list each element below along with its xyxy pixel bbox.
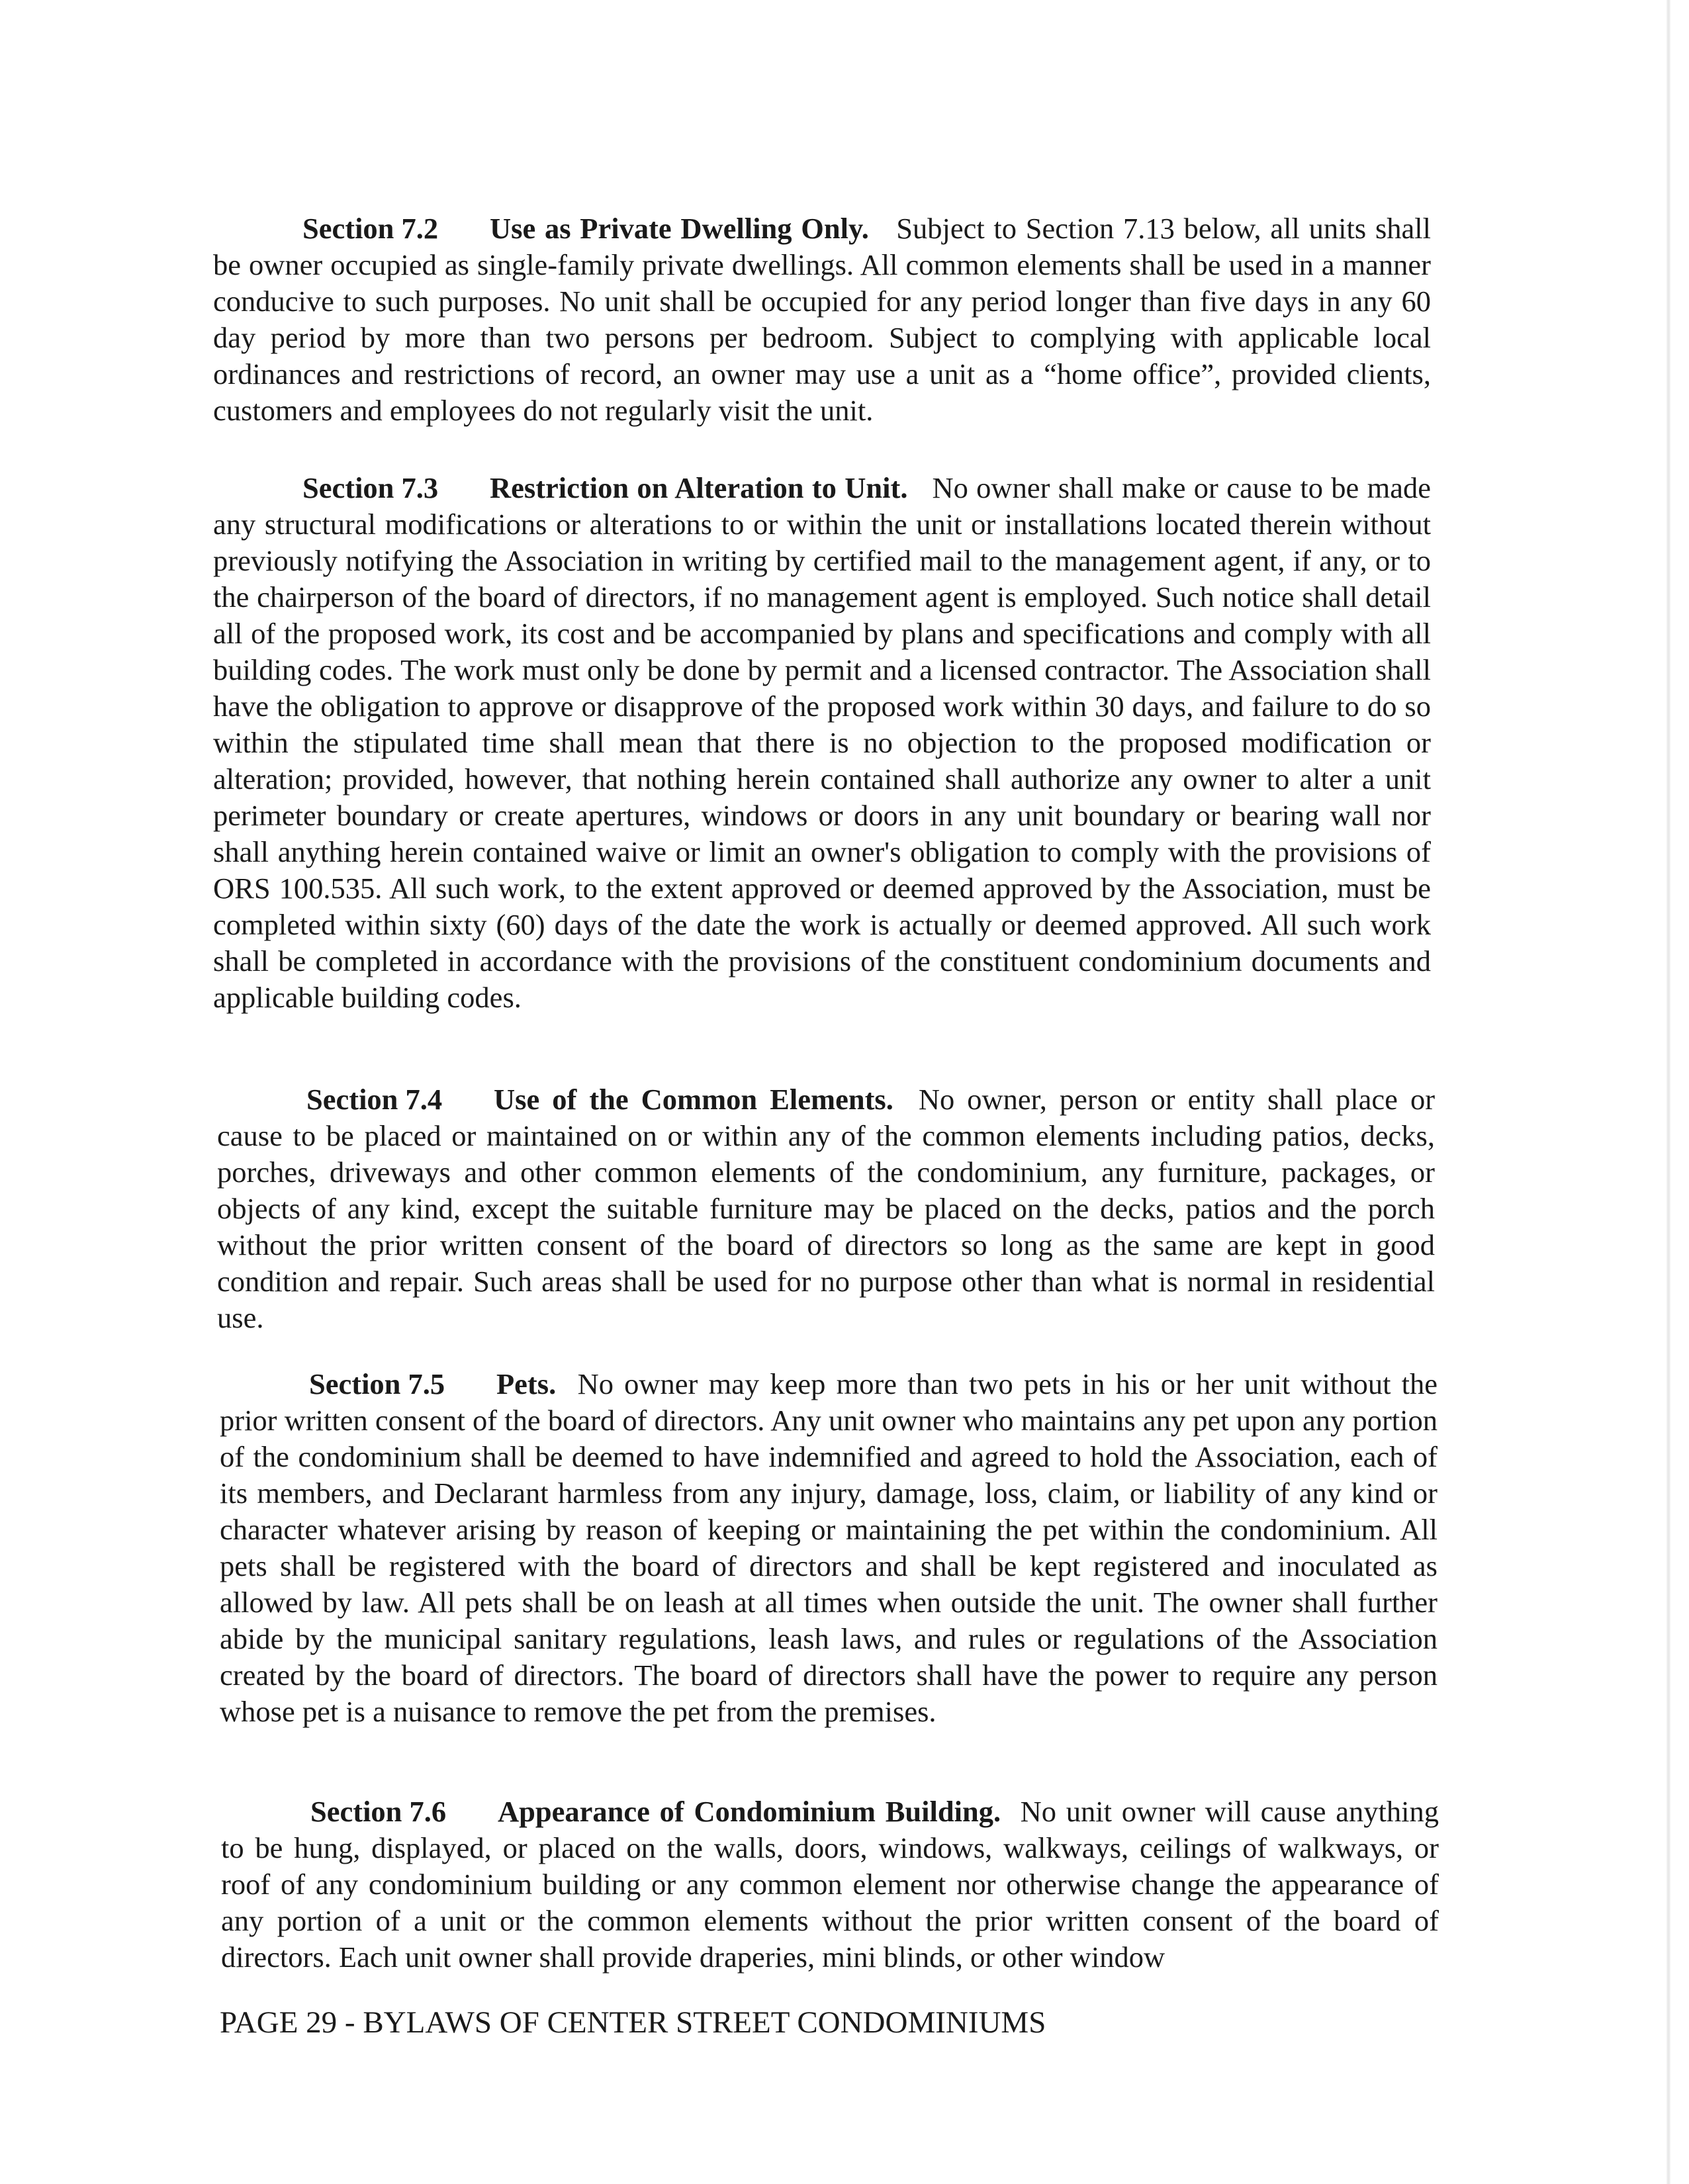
section-7-3 [213, 470, 1431, 1016]
section-body: No owner may keep more than two pets in his or her unit without the prior written consent of the board of directors. Any unit owner who maintains any pet upon any portion of the condominium shall be deemed to have indemnified and agreed to hold the Association, each of its members, and Declarant harmless from any injury, damage, loss, claim, or liability of any kind or character whatever arising by reason of keeping or maintaining the pet within the condominium. All pets shall be registered with the board of directors and shall be kept registered and inoculated as allowed by law. All pets shall be on leash at all times when outside the unit. The owner shall further abide by the municipal sanitary regulations, leash laws, and rules or regulations of the Association created by the board of directors. The board of directors shall have the power to require any person whose pet is a nuisance to remove the pet from the premises. [220, 1367, 1438, 1728]
scan-edge [1666, 0, 1670, 2184]
section-number: Section 7.2 [302, 212, 439, 245]
section-number: Section 7.4 [306, 1083, 443, 1116]
section-number: Section 7.5 [309, 1367, 445, 1400]
section-paragraph [220, 1366, 1438, 1730]
section-paragraph [213, 210, 1431, 429]
section-body: Subject to Section 7.13 below, all units shall be owner occupied as single-family private dwellings. All common elements shall be used in a manner conducive to such purposes. No unit shall be occupied for any period longer than five days in any 60 day period by more than two persons per bedroom. Subject to complying with applicable local ordinances and restrictions of record, an owner may use a unit as a “home office”, provided clients, customers and employees do not regularly visit the unit. [213, 212, 1431, 427]
section-7-2 [213, 210, 1431, 429]
section-body: No unit owner will cause anything to be hung, displayed, or placed on the walls, doors, windows, walkways, ceilings of walkways, or roof of any condominium building or any common element nor otherwise change the appearance of any portion of a unit or the common elements without the prior written consent of the board of directors. Each unit owner shall provide draperies, mini blinds, or other window [221, 1795, 1439, 1974]
section-heading: Restriction on Alteration to Unit. [490, 471, 908, 504]
section-number: Section 7.3 [302, 471, 439, 504]
section-7-5 [220, 1366, 1438, 1730]
section-paragraph [213, 470, 1431, 1016]
section-number: Section 7.6 [310, 1795, 447, 1828]
section-heading: Use of the Common Elements. [494, 1083, 893, 1116]
section-body: No owner, person or entity shall place or cause to be placed or maintained on or within any of the common elements including patios, decks, porches, driveways and other common elements of the condominium, any furniture, packages, or objects of any kind, except the suitable furniture may be placed on the decks, patios and the porch without the prior written consent of the board of directors so long as the same are kept in good condition and repair. Such areas shall be used for no purpose other than what is normal in residential use. [217, 1083, 1436, 1334]
section-heading: Use as Private Dwelling Only. [490, 212, 869, 245]
section-7-4 [217, 1081, 1435, 1336]
section-heading: Appearance of Condominium Building. [498, 1795, 1001, 1828]
page-footer: PAGE 29 - BYLAWS OF CENTER STREET CONDOMINIUMS [220, 2005, 1046, 2040]
section-paragraph [221, 1794, 1439, 1976]
section-heading: Pets. [496, 1367, 557, 1400]
section-7-6 [221, 1794, 1439, 1976]
section-body: No owner shall make or cause to be made any structural modifications or alterations to or within the unit or installations located therein without previously notifying the Association in writing by certified mail to the management agent, if any, or to the chairperson of the board of directors, if no management agent is employed. Such notice shall detail all of the proposed work, its cost and be accompanied by plans and specifications and comply with all building codes. The work must only be done by permit and a licensed contractor. The Association shall have the obligation to approve or disapprove of the proposed work within 30 days, and failure to do so within the stipulated time shall mean that there is no objection to the proposed modification or alteration; provided, however, that nothing herein contained shall authorize any owner to alter a unit perimeter boundary or create apertures, windows or doors in any unit boundary or bearing wall nor shall anything herein contained waive or limit an owner's obligation to comply with the provisions of ORS 100.535. All such work, to the extent approved or deemed approved by the Association, must be completed within sixty (60) days of the date the work is actually or deemed approved. All such work shall be completed in accordance with the provisions of the constituent condominium documents and applicable building codes. [213, 471, 1431, 1014]
section-paragraph [217, 1081, 1435, 1336]
